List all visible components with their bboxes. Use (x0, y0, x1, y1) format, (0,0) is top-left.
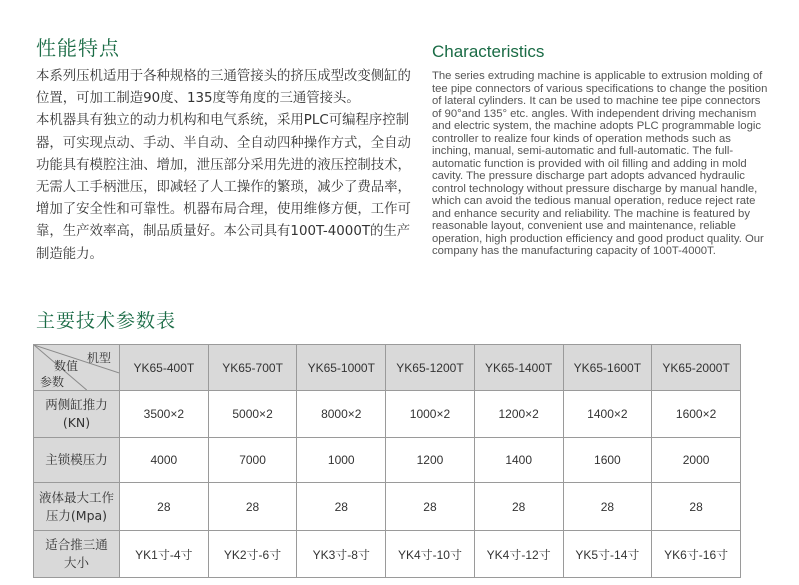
table-cell: YK1寸-4寸 (120, 531, 209, 578)
table-cell: 28 (652, 483, 741, 531)
corner-cell (34, 345, 120, 391)
row-unit: (KN) (62, 415, 91, 430)
model-header: YK65-1400T (474, 345, 563, 391)
row-unit: 压力(Mpa) (45, 507, 108, 523)
corner-param-label: 参数 (40, 375, 65, 389)
cn-section-title: 性能特点 (36, 36, 120, 60)
table-cell: 8000×2 (297, 391, 386, 438)
table-cell: 28 (563, 483, 652, 531)
model-header: YK65-400T (120, 345, 209, 391)
table-cell: 28 (297, 483, 386, 531)
table-title: 主要技术参数表 (36, 310, 177, 332)
row-name: 主锁模压力 (45, 452, 108, 467)
row-header (34, 483, 120, 531)
table-cell: 28 (474, 483, 563, 531)
table-cell: YK4寸-12寸 (474, 531, 563, 578)
table-header-row (34, 345, 741, 391)
row-name: 适合推三通 (45, 537, 108, 552)
spec-table (33, 344, 741, 578)
table-cell: 4000 (120, 438, 209, 483)
table-cell: 28 (386, 483, 475, 531)
cn-paragraph-1: 本系列压机适用于各种规格的三通管接头的挤压成型改变侧缸的位置，可加工制造90度、135度等角度的三通管接头。 (36, 69, 411, 107)
en-paragraph: The series extruding machine is applicable to extrusion molding of tee pipe connectors of various specifications to change the position of lateral cylinders. It can be used to machine tee pipe connectors of 90°and 135° etc. angles. With independent driving mechanism and electric system, the machine adopts PLC programmable logic controller to realize four kinds of operation methods such as inching, manual, semi-automatic and full-automatic. The full-automatic function is provided with oil filling and adding in mold cavity. The pressure discharge part adopts advanced hydraulic control technology without pressure discharge by manual handle, which can avoid the tedious manual operation, reduce reject rate and enhance security and reliability. The machine is featured by reasonable layout, convenient use and maintenance, reliable operation, high production efficiency and good product quality. Our company has the manufacturing capacity of 100T-4000T. (432, 70, 768, 257)
row-name: 两侧缸推力 (45, 397, 108, 412)
corner-model-label: 机型 (86, 351, 111, 365)
table-cell: 1200 (386, 438, 475, 483)
model-header: YK65-1600T (563, 345, 652, 391)
table-cell: YK6寸-16寸 (652, 531, 741, 578)
table-cell: 1400×2 (563, 391, 652, 438)
table-cell: 1000×2 (386, 391, 475, 438)
table-cell: 28 (120, 483, 209, 531)
en-description (432, 70, 772, 258)
table-cell: YK3寸-8寸 (297, 531, 386, 578)
table-cell: 7000 (208, 438, 297, 483)
row-unit: 大小 (63, 555, 89, 570)
table-cell: 1400 (474, 438, 563, 483)
table-cell: 1000 (297, 438, 386, 483)
table-cell: 28 (208, 483, 297, 531)
table-cell: 2000 (652, 438, 741, 483)
corner-value-label: 数值 (54, 359, 79, 373)
table-row (34, 391, 741, 438)
table-cell: 1600×2 (652, 391, 741, 438)
cn-description (36, 66, 416, 266)
row-header (34, 438, 120, 483)
table-cell: 1200×2 (474, 391, 563, 438)
row-name: 液体最大工作 (38, 489, 114, 505)
table-cell: YK5寸-14寸 (563, 531, 652, 578)
model-header: YK65-2000T (652, 345, 741, 391)
model-header: YK65-1200T (386, 345, 475, 391)
table-cell: YK2寸-6寸 (208, 531, 297, 578)
table-cell: 3500×2 (120, 391, 209, 438)
model-header: YK65-1000T (297, 345, 386, 391)
row-header (34, 391, 120, 438)
table-cell: YK4寸-10寸 (386, 531, 475, 578)
table-row (34, 438, 741, 483)
row-header (34, 531, 120, 578)
cn-paragraph-2: 本机器具有独立的动力机构和电气系统，采用PLC可编程序控制器，可实现点动、手动、半自动、全自动四种操作方式，全自动功能具有模腔注油、增加，泄压部分采用先进的液压控制技术，无需人工手柄泄压，即减轻了人工操作的繁琐，减少了费品率，增加了安全性和可靠性。机器布局合理，使用维修方便，工作可靠，生产效率高，制品质量好。本公司具有100T-4000T的生产制造能力。 (36, 113, 411, 262)
model-header: YK65-700T (208, 345, 297, 391)
en-section-title: Characteristics (432, 42, 545, 61)
table-cell: 1600 (563, 438, 652, 483)
table-cell: 5000×2 (208, 391, 297, 438)
table-row (34, 531, 741, 578)
table-row (34, 483, 741, 531)
